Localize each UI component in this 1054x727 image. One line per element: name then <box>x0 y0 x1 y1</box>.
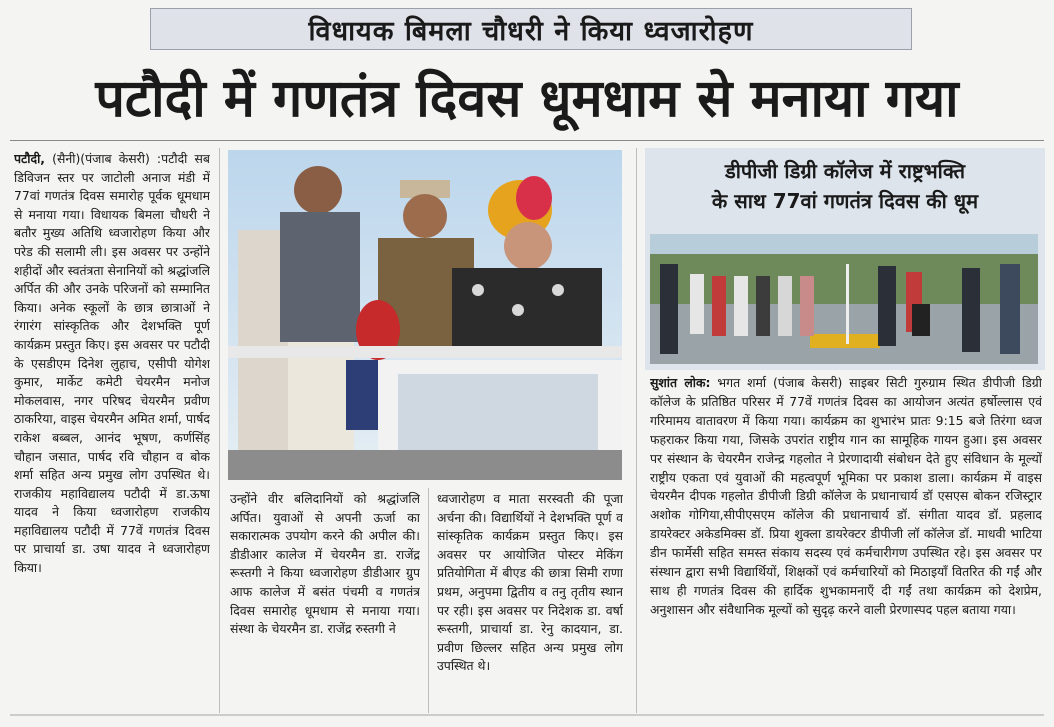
photo-illustration <box>650 234 1038 364</box>
story-column-2: उन्होंने वीर बलिदानियों को श्रद्धांजलि अर्पित। युवाओं से अपनी ऊर्जा का सकारात्मक उपयोग करने की अपील की। डीडीआर कालेज में चेयरमैन डा. राजेंद्र रूस्तगी ने किया ध्वजारोहण डीडीआर ग्रुप आफ कालेज में बसंत पंचमी व गणतंत्र दिवस समारोह धूमधाम से मनाया गया। संस्था के चेयरमैन डा. राजेंद्र रुस्तगी ने <box>230 491 420 637</box>
dateline: पटौदी, <box>14 151 45 166</box>
second-story-dateline: सुशांत लोक: <box>650 375 711 390</box>
second-story-headline <box>645 156 1045 216</box>
story-column-1 <box>14 150 210 710</box>
main-headline: पटौदी में गणतंत्र दिवस धूमधाम से मनाया गया <box>95 68 959 129</box>
second-story-body <box>650 374 1042 704</box>
kicker-headline: विधायक बिमला चौधरी ने किया ध्वजारोहण <box>150 8 912 50</box>
headline-divider <box>10 140 1044 141</box>
story-column-3: ध्वजारोहण व माता सरस्वती की पूजा अर्चना की। विद्यार्थियों ने देशभक्ति पूर्ण व सांस्कृतिक कार्यक्रम प्रस्तुत किए। इस अवसर पर आयोजित पोस्टर मेकिंग प्रतियोगिता में बीएड की छात्रा सिमी राणा प्रथम, अनुपमा द्वितीय व तनु तृतीय स्थान पर रही। इस अवसर पर निदेशक डा. वर्षा रूस्तगी, प्राचार्या डा. रेनु कादयान, डा. प्रवीण छिल्लर सहित अन्य प्रमुख लोग उपस्थित थे। <box>437 491 623 674</box>
column-divider <box>219 148 220 713</box>
second-story-body-text: भगत शर्मा (पंजाब केसरी) साइबर सिटी गुरुग्राम स्थित डीपीजी डिग्री कॉलेज के प्रतिष्ठित परिसर में 77वें गणतंत्र दिवस का आयोजन अत्यंत हर्षोल्लास एवं गरिमामय वातावरण में किया गया। कार्यक्रम का शुभारंभ प्रातः 9:15 बजे तिरंगा ध्वज फहराकर किया गया, जिसके उपरांत राष्ट्रीय गान का सामूहिक गायन हुआ। इस अवसर पर संस्थान के चेयरमैन राजेन्द्र गहलोत ने प्रेरणादायी संबोधन देते हुए संविधान के मूल्यों राष्ट्रीय एकता एवं युवाओं की महत्वपूर्ण भूमिका पर प्रकाश डाला। कार्यक्रम में वाइस चेयरमैन दीपक गहलोत डीपीजी डिग्री कॉलेज के प्रधानाचार्य डॉ एसएस बोकन रजिस्ट्रार अशोक गोगिया,सीपीएसएम कॉलेज की प्रधानाचार्य डॉ. संगीता यादव डॉ. प्रहलाद डायरेक्टर अकेडमिक्स डॉ. प्रिया शुक्ला डायरेक्टर डीपीजी लॉ कॉलेज डॉ. माधवी भाटिया डीन फार्मेसी सहित समस्त संकाय सदस्य एवं कर्मचारीगण उपस्थित रहे। इस अवसर पर संस्थान द्वारा सभी विद्यार्थियों, शिक्षकों एवं कर्मचारियों को मिठाइयाँ वितरित की गईं और साथ ही गणतंत्र दिवस की हार्दिक शुभकामनाएँ दी गईं तथा कार्यक्रम को देशप्रेम, अनुशासन और संवैधानिक मूल्यों को सुदृढ़ करने वाली प्रेरणास्पद पहल बताया गया। <box>650 375 1042 617</box>
column-divider <box>428 488 429 713</box>
second-story-headline-line1: डीपीजी डिग्री कॉलेज में राष्ट्रभक्ति <box>725 159 965 183</box>
photo-illustration <box>228 150 622 480</box>
page-bottom-rule <box>10 714 1044 716</box>
section-divider <box>636 148 637 713</box>
news-photo-college-event <box>650 234 1038 364</box>
story-column-1-text: (सैनी)(पंजाब केसरी) :पटौदी सब डिविजन स्तर पर जाटोली अनाज मंडी में 77वां गणतंत्र दिवस समारोह पूर्वक धूमधाम से मनाया गया। विधायक बिमला चौधरी ने बतौर मुख्य अतिथि ध्वजारोहण किया और परेड की सलामी ली। इस अवसर पर उन्होंने शहीदों और स्वतंत्रता सेनानियों को श्रद्धांजलि अर्पित की और उनके परिजनों को सम्मानित किया। अनेक स्कूलों के छात्र छात्राओं ने रंगारंग सांस्कृतिक और देशभक्ति पूर्ण कार्यक्रम प्रस्तुत किए। इस अवसर पर पटौदी के एसडीएम दिनेश लुहाच, एसीपी योगेश कुमार, मार्केट कमेटी चेयरमैन मनोज मोकलवास, नगर परिषद चेयरमैन प्रवीण ठाकरिया, वाइस चेयरमैन अमित शर्मा, पार्षद राकेश बब्बल, आनंद भूषण, कर्णसिंह चौहान जसात, पार्षद रवि चौहान व बोक शर्मा सहित अन्य प्रमुख लोग उपस्थित थे। राजकीय महाविद्यालय पटौदी में डा.ऊषा यादव ने किया ध्वजारोहण राजकीय महाविद्यालय पटौदी में 77वें गणतंत्र दिवस पर प्राचार्या डा. उषा यादव ने ध्वजारोहण किया। <box>14 151 210 576</box>
news-photo-flag-hoisting <box>228 150 622 480</box>
second-story-headline-line2: के साथ 77वां गणतंत्र दिवस की धूम <box>711 189 979 213</box>
